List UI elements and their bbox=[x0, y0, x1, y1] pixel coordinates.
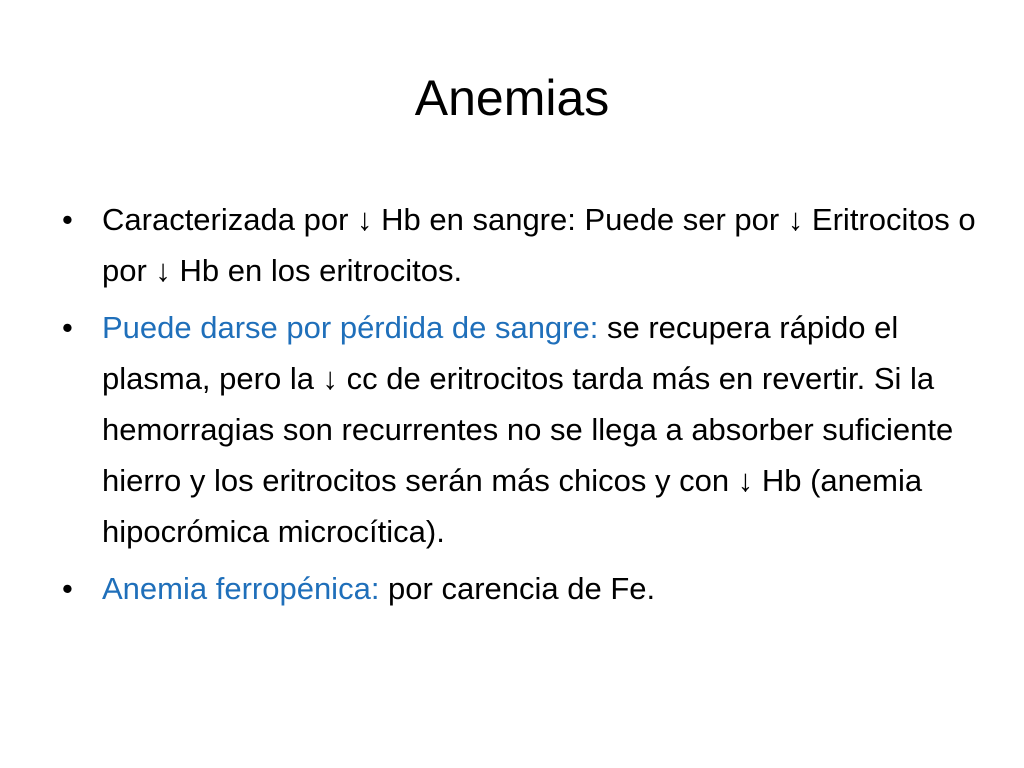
bullet-lead: Puede darse por pérdida de sangre: bbox=[102, 310, 599, 345]
bullet-dot-icon: • bbox=[62, 310, 73, 345]
bullet-item bbox=[60, 563, 980, 614]
bullet-text: por carencia de Fe. bbox=[379, 571, 656, 606]
bullet-dot-icon: • bbox=[62, 571, 73, 606]
bullet-list bbox=[60, 194, 980, 620]
bullet-lead: Anemia ferropénica: bbox=[102, 571, 380, 606]
bullet-text: se recupera rápido el plasma, pero la ↓ cc de eritrocitos tarda más en revertir. Si la hemorragias son recurrentes no se llega a absorber suficiente hierro y los eritrocitos serán más chicos y con ↓ Hb (anemia hipocrómica microcítica). bbox=[102, 310, 954, 549]
slide-title: Anemias bbox=[414, 70, 610, 126]
bullet-dot-icon: • bbox=[62, 202, 73, 237]
bullet-item bbox=[60, 194, 980, 296]
bullet-text: Caracterizada por ↓ Hb en sangre: Puede ser por ↓ Eritrocitos o por ↓ Hb en los eritrocitos. bbox=[102, 202, 976, 288]
bullet-item bbox=[60, 302, 980, 557]
